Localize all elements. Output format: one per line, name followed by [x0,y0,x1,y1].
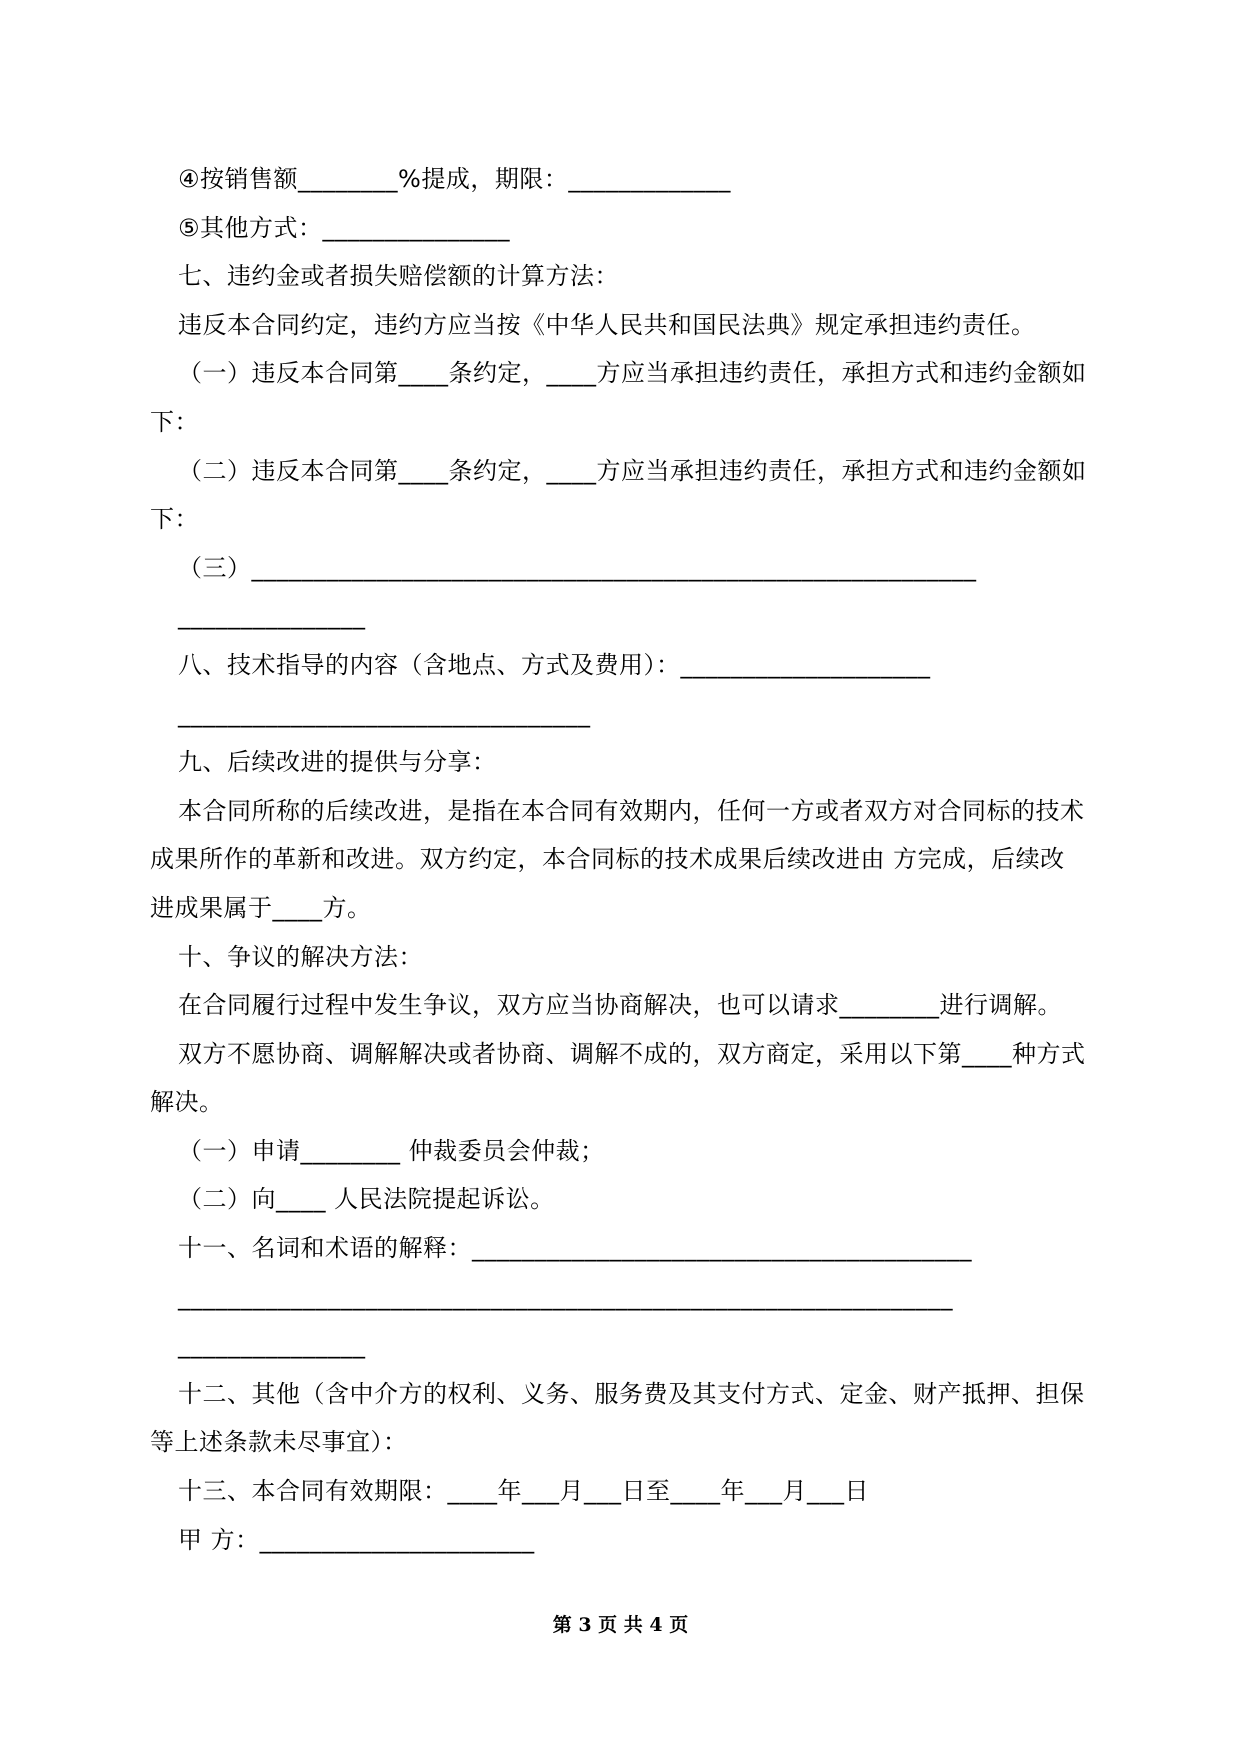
text-line: 在合同履行过程中发生争议，双方应当协商解决，也可以请求________进行调解。 [178,991,1062,1020]
text-line: 下： [150,407,199,436]
text-line: 成果所作的革新和改进。双方约定，本合同标的技术成果后续改进由 方完成，后续改 [150,845,1065,874]
text-line: 下： [150,505,199,534]
text-line: ④按销售额________%提成，期限：_____________ [178,165,731,193]
text-line: _______________ [178,602,366,631]
text-line: 进成果属于____方。 [150,893,372,922]
text-line: 七、违约金或者损失赔偿额的计算方法： [178,262,619,291]
document-body [150,155,1090,1564]
text-line: 十一、名词和术语的解释：________________________________________ [178,1234,972,1263]
text-line: 八、技术指导的内容（含地点、方式及费用）：____________________ [178,650,931,679]
text-line: 十三、本合同有效期限：____年___月___日至____年___月___日 [178,1477,869,1506]
text-line: （三）__________________________________________________________ [178,553,977,582]
text-line: _______________ [178,1331,366,1360]
text-line: 等上述条款未尽事宜）： [150,1428,408,1457]
text-line: （一）申请________ 仲裁委员会仲裁； [178,1136,605,1165]
text-line: _________________________________ [178,699,591,728]
text-line: 九、后续改进的提供与分享： [178,748,497,777]
text-line: 十、争议的解决方法： [178,942,423,971]
text-line: 解决。 [150,1088,224,1117]
text-line: 违反本合同约定，违约方应当按《中华人民共和国民法典》规定承担违约责任。 [178,310,1036,339]
text-line: （二）违反本合同第____条约定，____方应当承担违约责任，承担方式和违约金额如 [178,456,1087,485]
text-line: （二）向____ 人民法院提起诉讼。 [178,1185,555,1214]
text-line: 双方不愿协商、调解解决或者协商、调解不成的，双方商定，采用以下第____种方式 [178,1039,1086,1068]
text-line: ______________________________________________________________ [178,1282,953,1311]
page-number-footer: 第 3 页 共 4 页 [552,1614,689,1636]
text-line: 本合同所称的后续改进，是指在本合同有效期内，任何一方或者双方对合同标的技术 [178,796,1085,825]
text-line: 十二、其他（含中介方的权利、义务、服务费及其支付方式、定金、财产抵押、担保 [178,1379,1085,1408]
text-line: 甲 方：______________________ [178,1525,535,1554]
text-line: ⑤其他方式：_______________ [178,213,511,242]
text-line: （一）违反本合同第____条约定，____方应当承担违约责任，承担方式和违约金额如 [178,359,1087,388]
